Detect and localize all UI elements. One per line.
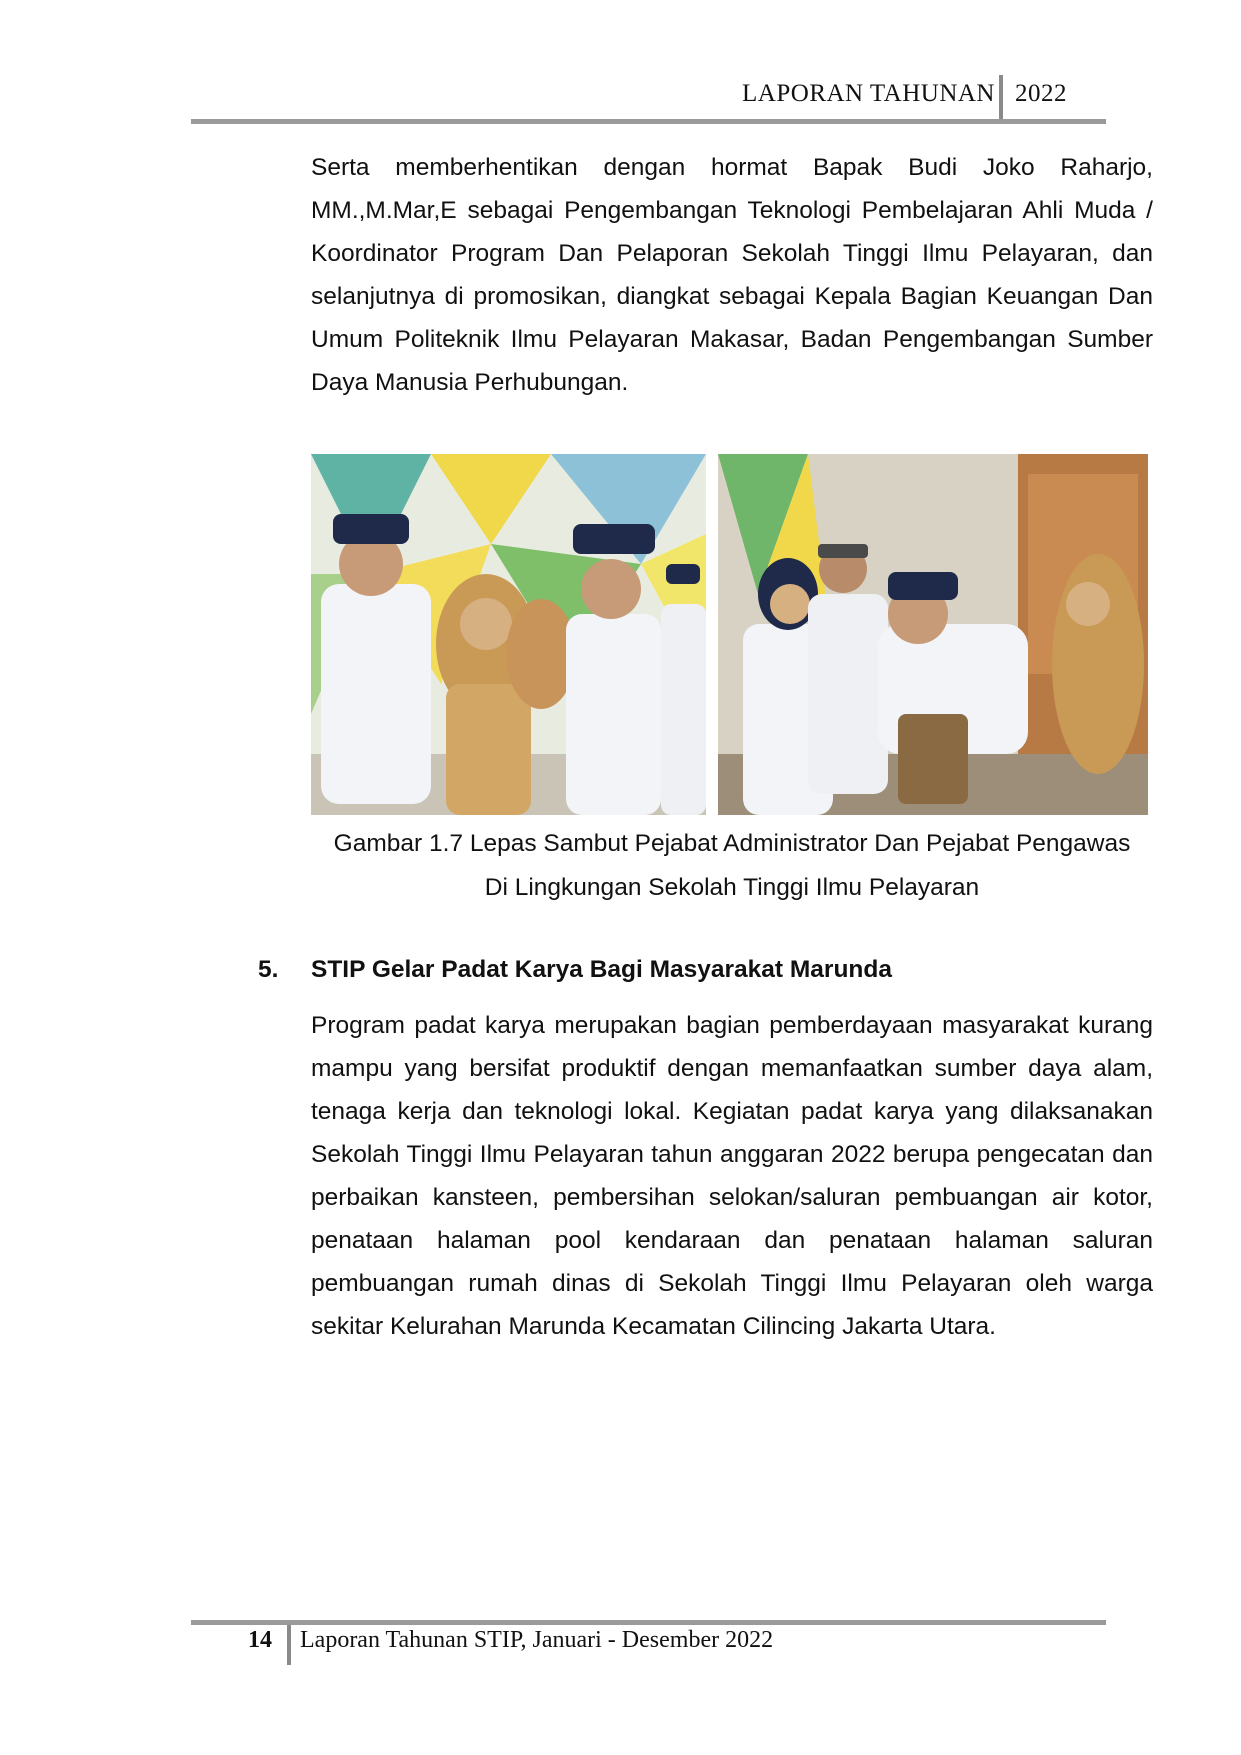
caption-line-2: Di Lingkungan Sekolah Tinggi Ilmu Pelayaran (484, 874, 980, 901)
figure-caption (311, 822, 1153, 910)
footer-separator (287, 1625, 291, 1665)
caption-line-1: Gambar 1.7 Lepas Sambut Pejabat Administrator Dan Pejabat Pengawas (333, 830, 1131, 857)
header-year: 2022 (1015, 80, 1067, 107)
footer-text: Laporan Tahunan STIP, Januari - Desember 2022 (300, 1627, 774, 1653)
footer-rule (191, 1620, 1106, 1625)
section-body: Program padat karya merupakan bagian pemberdayaan masyarakat kurang mampu yang bersifat produktif dengan memanfaatkan sumber daya alam, tenaga kerja dan teknologi lokal. Kegiatan padat karya yang dilaksanakan Sekolah Tinggi Ilmu Pelayaran tahun anggaran 2022 berupa pengecatan dan perbaikan kansteen, pembersihan selokan/saluran pembuangan air kotor, penataan halaman pool kendaraan dan penataan halaman saluran pembuangan rumah dinas di Sekolah Tinggi Ilmu Pelayaran oleh warga sekitar Kelurahan Marunda Kecamatan Cilincing Jakarta Utara. (311, 1012, 1153, 1340)
section-number: 5. (258, 956, 279, 983)
section-title: STIP Gelar Padat Karya Bagi Masyarakat Marunda (311, 956, 892, 983)
header-rule (191, 119, 1106, 124)
header-separator (999, 75, 1003, 119)
photo-farewell-handshake-left (311, 454, 706, 815)
page-number: 14 (248, 1627, 272, 1653)
paragraph-dismissal: Serta memberhentikan dengan hormat Bapak Budi Joko Raharjo, MM.,M.Mar,E sebagai Pengembangan Teknologi Pembelajaran Ahli Muda / Koordinator Program Dan Pelaporan Sekolah Tinggi Ilmu Pelayaran, dan selanjutnya di promosikan, diangkat sebagai Kepala Bagian Keuangan Dan Umum Politeknik Ilmu Pelayaran Makasar, Badan Pengembangan Sumber Daya Manusia Perhubungan. (311, 154, 1153, 396)
photo-farewell-handshake-right (718, 454, 1148, 815)
header-title: LAPORAN TAHUNAN (742, 80, 995, 107)
